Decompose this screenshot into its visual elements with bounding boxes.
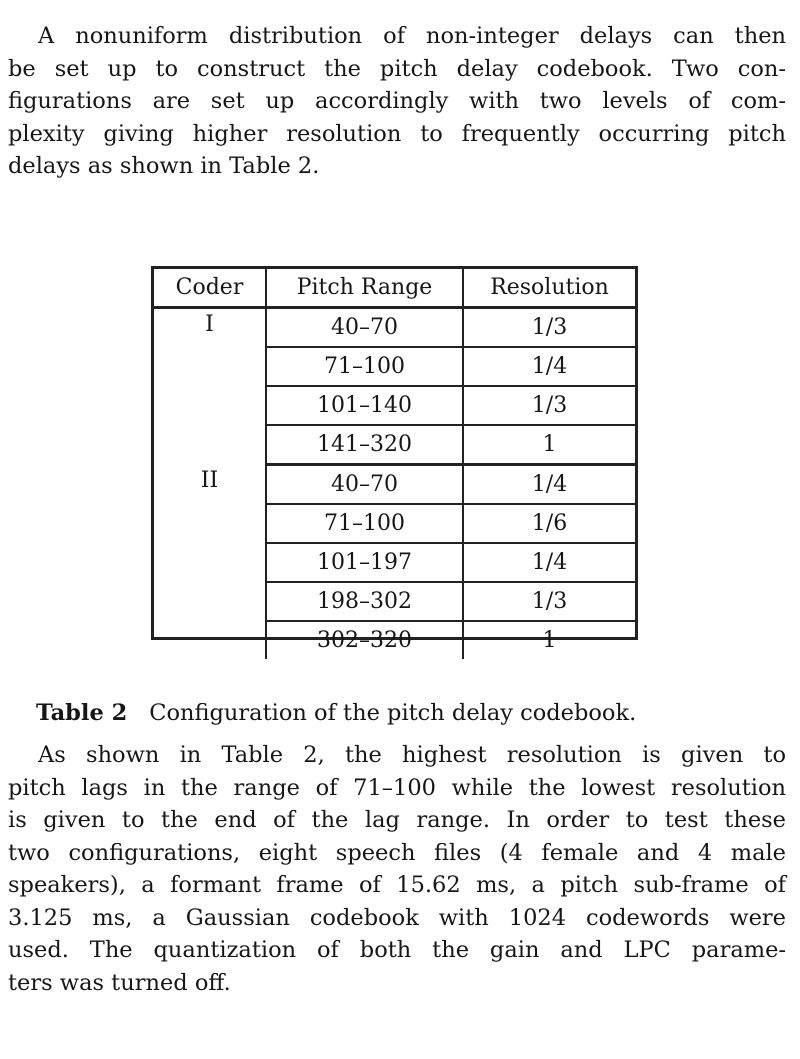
text-line: delays as shown in Table 2. bbox=[8, 153, 320, 179]
pitch-range-cell: 101–140 bbox=[266, 386, 463, 425]
resolution-cell: 1/4 bbox=[463, 347, 635, 386]
table-row bbox=[154, 308, 635, 348]
resolution-cell: 1/4 bbox=[463, 465, 635, 505]
paragraph-intro bbox=[8, 20, 786, 183]
column-header-resolution: Resolution bbox=[463, 269, 635, 308]
table-header-row bbox=[154, 269, 635, 308]
resolution-cell: 1/6 bbox=[463, 504, 635, 543]
resolution-cell: 1 bbox=[542, 627, 557, 653]
table-caption bbox=[36, 700, 636, 726]
resolution-cell: 1/3 bbox=[463, 386, 635, 425]
pitch-range-cell: 101–197 bbox=[266, 543, 463, 582]
coder-cell: I bbox=[154, 308, 266, 465]
resolution-cell: 1/4 bbox=[463, 543, 635, 582]
column-header-pitch-range: Pitch Range bbox=[266, 269, 463, 308]
column-header-coder: Coder bbox=[154, 269, 266, 308]
table-row bbox=[154, 465, 635, 505]
text-line: used. The quantization of both the gain and LPC parame- bbox=[8, 937, 786, 963]
pitch-range-cell: 71–100 bbox=[266, 504, 463, 543]
pitch-delay-table bbox=[151, 266, 638, 653]
caption-label: Table 2 bbox=[36, 700, 128, 726]
pitch-range-cell: 71–100 bbox=[266, 347, 463, 386]
resolution-cell: 1 bbox=[463, 425, 635, 465]
text-line: speakers), a formant frame of 15.62 ms, a pitch sub-frame of bbox=[8, 872, 786, 898]
resolution-cell: 1/3 bbox=[463, 308, 635, 348]
table-grid bbox=[154, 269, 635, 659]
text-line: figurations are set up accordingly with two levels of com- bbox=[8, 88, 786, 114]
text-line: plexity giving higher resolution to frequently occurring pitch bbox=[8, 120, 786, 147]
caption-text: Configuration of the pitch delay codebook. bbox=[149, 700, 637, 726]
pitch-range-cell: 198–302 bbox=[266, 582, 463, 621]
paragraph-results bbox=[8, 739, 786, 999]
text-line: As shown in Table 2, the highest resolution is given to bbox=[38, 742, 786, 768]
resolution-cell: 1/3 bbox=[463, 582, 635, 621]
text-line: pitch lags in the range of 71–100 while the lowest resolution bbox=[8, 774, 786, 801]
pitch-range-cell: 40–70 bbox=[266, 465, 463, 505]
text-line: be set up to construct the pitch delay codebook. Two con- bbox=[8, 55, 786, 82]
text-line: 3.125 ms, a Gaussian codebook with 1024 codewords were bbox=[8, 904, 786, 931]
coder-cell: II bbox=[154, 465, 266, 660]
text-line: two configurations, eight speech files (4 female and 4 male bbox=[8, 839, 786, 866]
pitch-range-cell: 302–320 bbox=[266, 621, 463, 659]
pitch-range-cell: 141–320 bbox=[266, 425, 463, 465]
text-line: ters was turned off. bbox=[8, 969, 231, 996]
pitch-range-cell: 40–70 bbox=[266, 308, 463, 348]
text-line: is given to the end of the lag range. In order to test these bbox=[8, 807, 786, 833]
text-line: A nonuniform distribution of non-integer delays can then bbox=[38, 23, 786, 49]
